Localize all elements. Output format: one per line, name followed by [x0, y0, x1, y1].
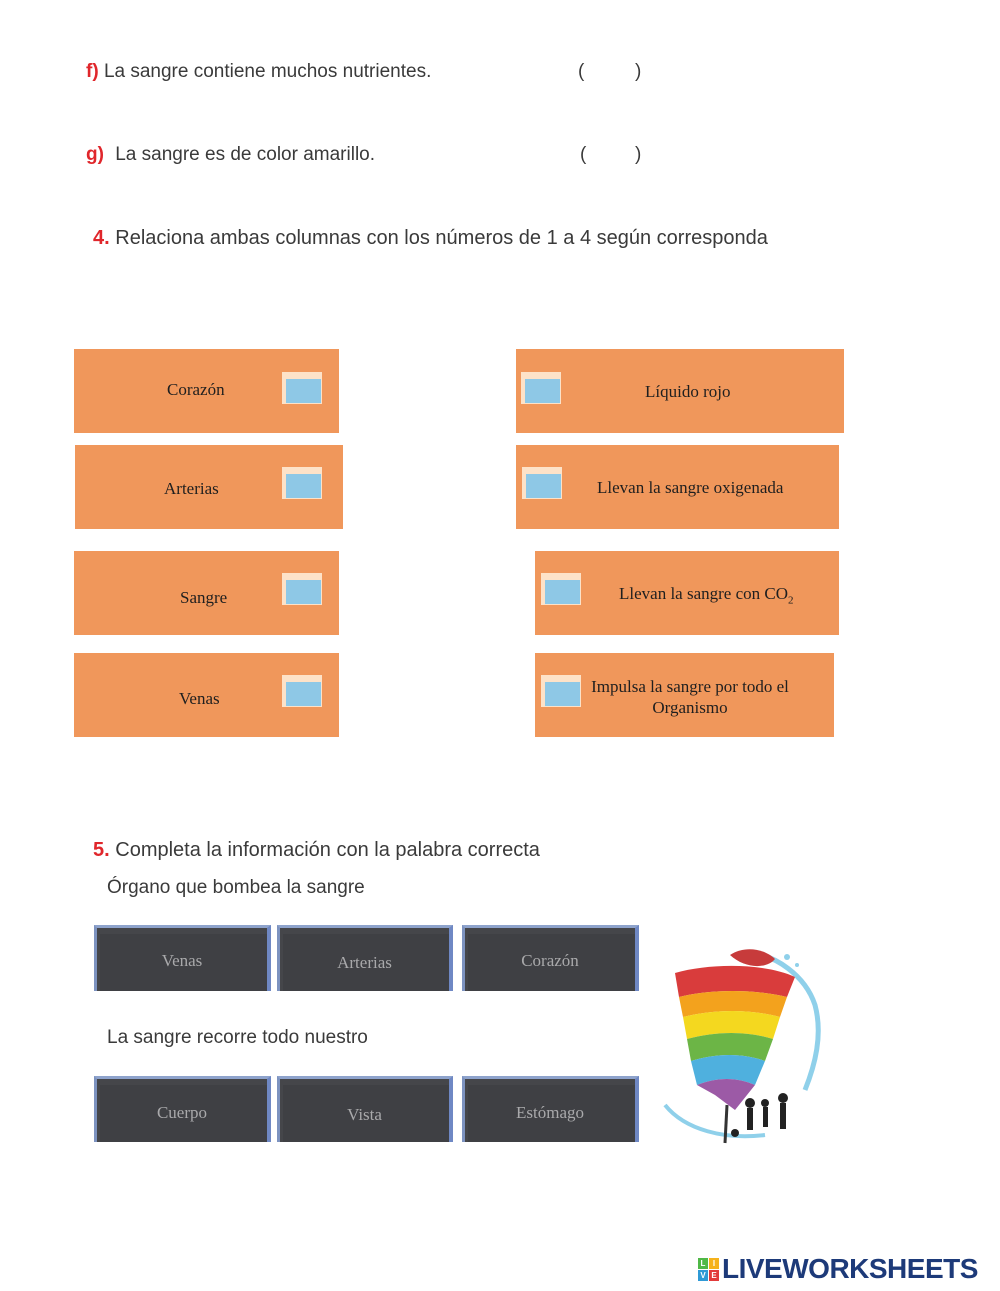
right-card-label: Impulsa la sangre por todo el Organismo	[591, 677, 789, 717]
left-card-label: Arterias	[164, 479, 219, 498]
question-f-text: La sangre contiene muchos nutrientes.	[103, 61, 432, 82]
number-drop-box[interactable]	[521, 372, 561, 404]
left-card-label: Sangre	[180, 588, 228, 607]
number-drop-box[interactable]	[282, 467, 322, 499]
number-drop-box[interactable]	[282, 675, 322, 707]
prompt-body: La sangre recorre todo nuestro	[107, 1027, 368, 1048]
left-card-venas	[74, 653, 339, 737]
question-g-mark: g)	[86, 144, 104, 165]
right-card-sangre-oxigenada	[516, 445, 839, 529]
option-venas[interactable]: Venas	[94, 925, 271, 991]
co2-subscript: 2	[788, 594, 794, 607]
question-f-paren-close: )	[635, 61, 642, 82]
section-5-number: 5.	[93, 839, 110, 861]
question-g	[86, 144, 375, 166]
question-f	[86, 61, 431, 83]
question-g-paren-close: )	[635, 144, 642, 165]
number-drop-box[interactable]	[282, 372, 322, 404]
option-cuerpo[interactable]: Cuerpo	[94, 1076, 271, 1142]
right-card-sangre-co2	[535, 551, 839, 635]
number-drop-box[interactable]	[541, 675, 581, 707]
number-drop-box[interactable]	[522, 467, 562, 499]
left-card-sangre	[74, 551, 339, 635]
question-g-answer-field[interactable]	[594, 143, 634, 167]
right-card-liquido-rojo	[516, 349, 844, 433]
prompt-organ: Órgano que bombea la sangre	[107, 877, 365, 898]
liveworksheets-badge-icon: L I V E	[698, 1258, 720, 1282]
food-pyramid-top-illustration	[655, 945, 835, 1145]
left-card-arterias	[75, 445, 343, 529]
left-card-label: Corazón	[167, 380, 225, 399]
number-drop-box[interactable]	[541, 573, 581, 605]
question-f-answer-field[interactable]	[592, 60, 632, 84]
right-card-label: Llevan la sangre con $CO_2$	[619, 584, 794, 607]
left-card-label: Venas	[179, 689, 220, 708]
option-arterias[interactable]: Arterias	[277, 925, 453, 991]
section-4-title	[93, 227, 768, 250]
section-5-text: Completa la información con la palabra correcta	[115, 839, 540, 861]
left-card-corazon	[74, 349, 339, 433]
liveworksheets-wordmark: LIVEWORKSHEETS	[722, 1253, 978, 1284]
question-f-paren-open: (	[578, 61, 585, 82]
number-drop-box[interactable]	[282, 573, 322, 605]
section-4-text: Relaciona ambas columnas con los números de 1 a 4 según corresponda	[115, 227, 768, 249]
question-g-paren-open: (	[580, 144, 587, 165]
right-card-label: Llevan la sangre oxigenada	[597, 478, 784, 497]
section-5-title	[93, 839, 540, 862]
question-f-mark: f)	[86, 61, 99, 82]
option-estomago[interactable]: Estómago	[462, 1076, 639, 1142]
option-corazon[interactable]: Corazón	[462, 925, 639, 991]
question-g-text: La sangre es de color amarillo.	[115, 144, 376, 165]
option-vista[interactable]: Vista	[277, 1076, 453, 1142]
section-4-number: 4.	[93, 227, 110, 249]
right-card-label: Líquido rojo	[645, 382, 731, 401]
right-card-impulsa	[535, 653, 834, 737]
